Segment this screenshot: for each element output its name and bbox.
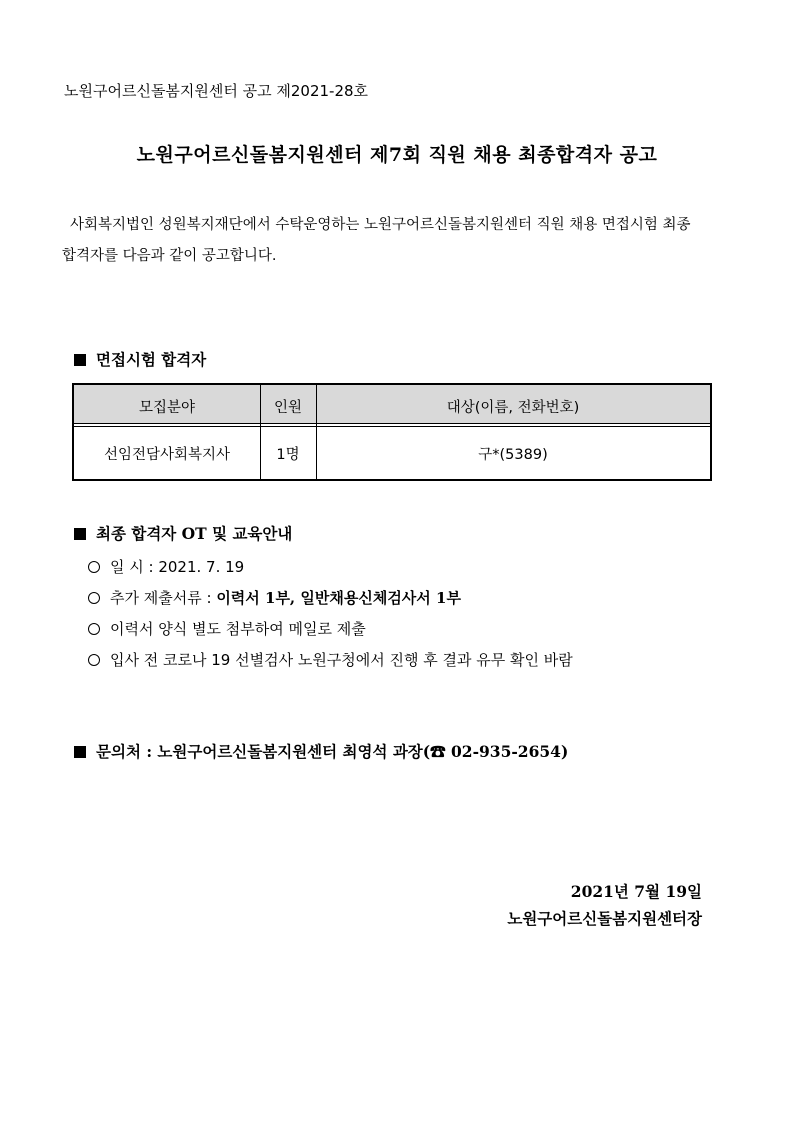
signer-title: 노원구어르신돌봄지원센터장 [507, 909, 702, 928]
table-cell-candidate: 구*(5389) [478, 447, 548, 463]
ot-item-documents [88, 587, 461, 608]
circle-bullet-icon [88, 561, 100, 573]
table-header-cell: 모집분야 [138, 400, 196, 416]
table-header-cell: 대상(이름, 전화번호) [446, 400, 580, 416]
table-header-cell: 인원 [273, 400, 302, 416]
ot-item-label: 추가 제출서류 : [110, 589, 217, 607]
ot-item-resume [88, 618, 366, 639]
contact-phone: 02-935-2654) [445, 742, 569, 761]
section-interview-heading [74, 348, 206, 370]
circle-bullet-icon [88, 623, 100, 635]
ot-item-date [88, 556, 244, 577]
ot-item-text: 일 시 : 2021. 7. 19 [110, 558, 245, 576]
contact-line [74, 740, 568, 762]
circle-bullet-icon [88, 654, 100, 666]
intro-line-2: 합격자를 다음과 같이 공고합니다. [62, 248, 277, 264]
circle-bullet-icon [88, 592, 100, 604]
table-cell-count: 1명 [276, 447, 300, 463]
ot-item-text: 이력서 양식 별도 첨부하여 메일로 제출 [110, 620, 366, 638]
black-square-bullet-icon [74, 528, 86, 540]
notice-date: 2021년 7월 19일 [570, 882, 702, 901]
black-square-bullet-icon [74, 746, 86, 758]
ot-item-covid [88, 649, 573, 670]
intro-line-1: 사회복지법인 성원복지재단에서 수탁운영하는 노원구어르신돌봄지원센터 직원 채용 면접시험 최종 [70, 217, 691, 233]
notice-number: 노원구어르신돌봄지원센터 공고 제2021-28호 [64, 82, 369, 100]
page-title: 노원구어르신돌봄지원센터 제7회 직원 채용 최종합격자 공고 [136, 144, 658, 166]
table-cell-field: 선임전담사회복지사 [103, 447, 231, 463]
table-header-divider [74, 426, 710, 427]
contact-prefix: 문의처 : 노원구어르신돌봄지원센터 최영석 과장( [96, 742, 431, 761]
black-square-bullet-icon [74, 354, 86, 366]
section-ot-label: 최종 합격자 OT 및 교육안내 [96, 524, 293, 543]
section-ot-heading [74, 522, 292, 544]
phone-icon: ☎ [430, 742, 446, 761]
results-table [72, 383, 712, 481]
section-interview-label: 면접시험 합격자 [96, 350, 207, 369]
ot-item-text: 입사 전 코로나 19 선별검사 노원구청에서 진행 후 결과 유무 확인 바람 [110, 651, 573, 669]
ot-item-bold-text: 이력서 1부, 일반채용신체검사서 1부 [216, 589, 461, 607]
